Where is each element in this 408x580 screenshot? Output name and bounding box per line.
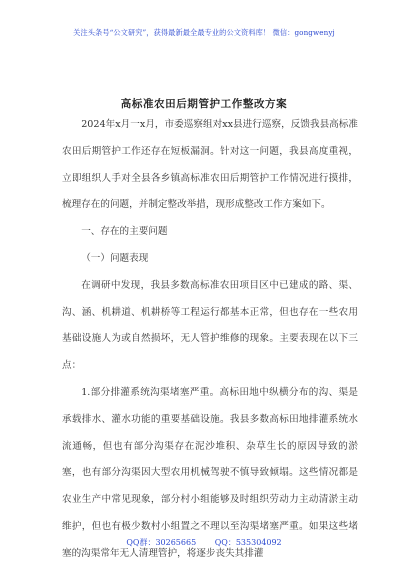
- header-banner: 关注头条号“公文研究”，获得最新最全最专业的公文资料库！ 微信：gongwenyj: [73, 28, 335, 37]
- body-paragraph-2: 1.部分排灌系统沟渠堵塞严重。高标田地中纵横分布的沟、渠是承载排水、灌水功能的重要基础设施。我县多数高标田地排灌系统水流通畅，但也有部分沟渠存在泥沙堆积、杂草生长的原因导致的淤塞，也有部分沟渠因大型农用机械驾驶不慎导致倾塌。这些情况都是农业生产中常见现象，部分村小组能够及时组织劳动力主动清淤主动维护，但也有极少数村小组置之不理以至沟渠堵塞严重。如果这些堵塞的沟渠常年无人清理管护，将逐步丧失其排灌: [62, 386, 358, 559]
- footer-qq: QQ：535304092: [214, 538, 282, 547]
- body-paragraph-1: 在调研中发现，我县多数高标准农田项目区中已建成的路、渠、沟、涵、机耕道、机耕桥等工程运行都基本正常，但也存在一些农用基础设施人为或自然损坏，无人管护维修的现象。主要表现在以下三点：: [62, 279, 358, 372]
- intro-paragraph: 2024年x月一x月，市委巡察组对xx县进行巡察，反馈我县高标准农田后期管护工作还存在短板漏洞。针对这一问题，我县高度重视，立即组织人手对全县各乡镇高标准农田后期管护工作情况进行摸排，梳理存在的问题，并制定整改举措，现形成整改工作方案如下。: [62, 119, 358, 211]
- document-title: 高标准农田后期管护工作整改方案: [120, 98, 288, 110]
- section-heading: 一、存在的主要问题: [81, 226, 168, 238]
- subsection-heading: （一）问题表现: [81, 252, 149, 264]
- document-body: [62, 112, 358, 568]
- footer-qq-group: QQ群：30265665: [126, 538, 197, 547]
- footer-contact: [0, 537, 408, 548]
